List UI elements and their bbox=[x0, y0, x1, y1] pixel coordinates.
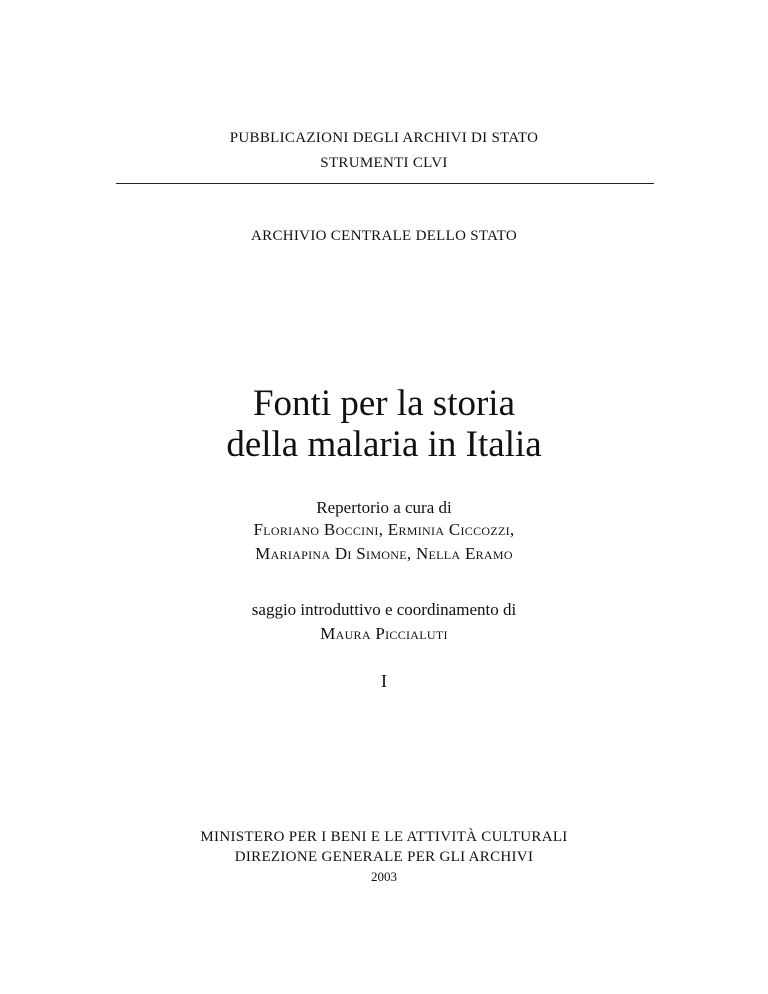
editors-intro: Repertorio a cura di bbox=[316, 498, 452, 517]
book-title-line-2: della malaria in Italia bbox=[226, 424, 542, 465]
series-title: PUBBLICAZIONI DEGLI ARCHIVI DI STATO bbox=[229, 130, 539, 146]
coordinator-name: Maura Piccialuti bbox=[320, 624, 448, 643]
publication-year: 2003 bbox=[371, 869, 397, 884]
book-title-line-1: Fonti per la storia bbox=[252, 383, 516, 424]
archive-name: ARCHIVIO CENTRALE DELLO STATO bbox=[251, 228, 517, 244]
series-volume: STRUMENTI CLVI bbox=[320, 155, 448, 171]
header-rule bbox=[116, 183, 654, 184]
publisher-ministry: MINISTERO PER I BENI E LE ATTIVITÀ CULTURALI bbox=[200, 829, 568, 845]
authors-line-1: Floriano Boccini, Erminia Ciccozzi, bbox=[253, 520, 515, 539]
publisher-directorate: DIREZIONE GENERALE PER GLI ARCHIVI bbox=[234, 849, 534, 865]
volume-number: I bbox=[381, 671, 387, 691]
authors-line-2: Mariapina Di Simone, Nella Eramo bbox=[255, 544, 513, 563]
essay-intro: saggio introduttivo e coordinamento di bbox=[251, 600, 517, 619]
